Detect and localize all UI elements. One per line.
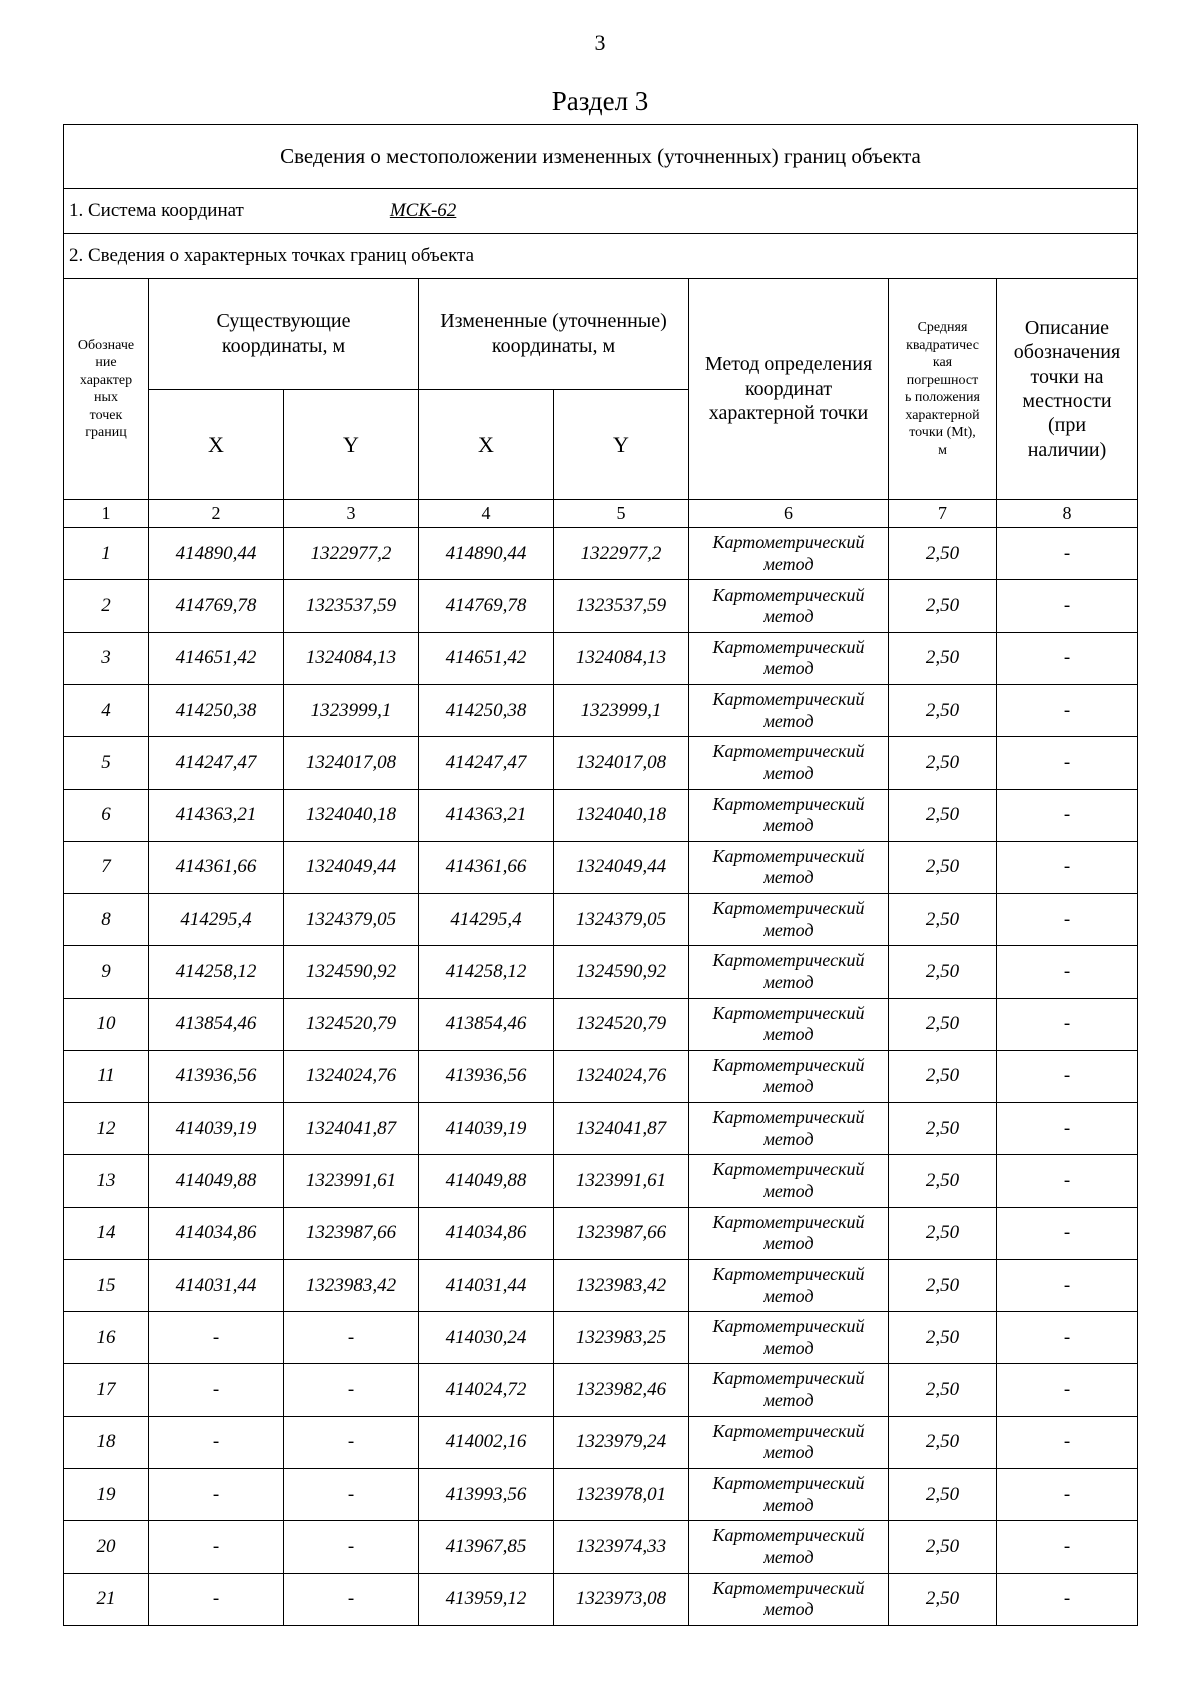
point-number-cell: 3	[64, 632, 149, 684]
description-cell: -	[997, 737, 1138, 789]
description-cell: -	[997, 789, 1138, 841]
changed-x-cell: 414363,21	[419, 789, 554, 841]
existing-x-cell: 414049,88	[149, 1155, 284, 1207]
mean-error-cell: 2,50	[889, 894, 997, 946]
changed-x-cell: 414039,19	[419, 1103, 554, 1155]
point-number-cell: 14	[64, 1207, 149, 1259]
method-cell: Картометрический метод	[689, 580, 889, 632]
method-cell: Картометрический метод	[689, 894, 889, 946]
table-row	[64, 1207, 1138, 1259]
column-number: 2	[149, 500, 284, 528]
changed-y-cell: 1323987,66	[554, 1207, 689, 1259]
mean-error-cell: 2,50	[889, 946, 997, 998]
description-cell: -	[997, 580, 1138, 632]
header-changed-x: X	[419, 389, 554, 500]
table-row	[64, 685, 1138, 737]
changed-y-cell: 1323973,08	[554, 1573, 689, 1625]
existing-y-cell: 1324024,76	[284, 1050, 419, 1102]
existing-x-cell: 413854,46	[149, 998, 284, 1050]
method-cell: Картометрический метод	[689, 1155, 889, 1207]
point-number-cell: 9	[64, 946, 149, 998]
description-cell: -	[997, 1573, 1138, 1625]
changed-x-cell: 414030,24	[419, 1312, 554, 1364]
point-number-cell: 10	[64, 998, 149, 1050]
mean-error-cell: 2,50	[889, 1521, 997, 1573]
description-cell: -	[997, 685, 1138, 737]
coordinate-system-label: 1. Система координат	[69, 199, 244, 221]
existing-x-cell: 414295,4	[149, 894, 284, 946]
changed-x-cell: 414651,42	[419, 632, 554, 684]
existing-y-cell: 1323987,66	[284, 1207, 419, 1259]
changed-y-cell: 1323991,61	[554, 1155, 689, 1207]
mean-error-cell: 2,50	[889, 528, 997, 580]
point-number-cell: 17	[64, 1364, 149, 1416]
mean-error-cell: 2,50	[889, 737, 997, 789]
header-description: Описание обозначения точки на местности (при наличии)	[997, 278, 1138, 500]
mean-error-cell: 2,50	[889, 1364, 997, 1416]
point-number-cell: 18	[64, 1416, 149, 1468]
table-row	[64, 632, 1138, 684]
description-cell: -	[997, 1050, 1138, 1102]
description-cell: -	[997, 1521, 1138, 1573]
changed-y-cell: 1324040,18	[554, 789, 689, 841]
column-number: 6	[689, 500, 889, 528]
column-number: 7	[889, 500, 997, 528]
existing-x-cell: 414034,86	[149, 1207, 284, 1259]
table-row	[64, 998, 1138, 1050]
mean-error-cell: 2,50	[889, 841, 997, 893]
existing-x-cell: 414361,66	[149, 841, 284, 893]
column-numbers-row	[64, 500, 1138, 528]
table-row	[64, 1416, 1138, 1468]
existing-y-cell: -	[284, 1416, 419, 1468]
changed-x-cell: 414890,44	[419, 528, 554, 580]
changed-x-cell: 414295,4	[419, 894, 554, 946]
point-number-cell: 7	[64, 841, 149, 893]
existing-x-cell: 414039,19	[149, 1103, 284, 1155]
existing-x-cell: -	[149, 1364, 284, 1416]
method-cell: Картометрический метод	[689, 1103, 889, 1155]
changed-x-cell: 413959,12	[419, 1573, 554, 1625]
changed-x-cell: 414769,78	[419, 580, 554, 632]
mean-error-cell: 2,50	[889, 1207, 997, 1259]
method-cell: Картометрический метод	[689, 528, 889, 580]
method-cell: Картометрический метод	[689, 1521, 889, 1573]
method-cell: Картометрический метод	[689, 1207, 889, 1259]
existing-x-cell: 413936,56	[149, 1050, 284, 1102]
description-cell: -	[997, 841, 1138, 893]
changed-x-cell: 413936,56	[419, 1050, 554, 1102]
page-number: 3	[594, 30, 606, 55]
description-cell: -	[997, 528, 1138, 580]
header-designation: Обозначе ние характер ных точек границ	[64, 278, 149, 500]
existing-y-cell: 1324379,05	[284, 894, 419, 946]
changed-y-cell: 1324017,08	[554, 737, 689, 789]
header-existing-x: X	[149, 389, 284, 500]
mean-error-cell: 2,50	[889, 1468, 997, 1520]
column-number: 4	[419, 500, 554, 528]
existing-y-cell: 1324040,18	[284, 789, 419, 841]
method-cell: Картометрический метод	[689, 946, 889, 998]
changed-y-cell: 1323982,46	[554, 1364, 689, 1416]
description-cell: -	[997, 894, 1138, 946]
existing-y-cell: -	[284, 1364, 419, 1416]
changed-x-cell: 414024,72	[419, 1364, 554, 1416]
changed-y-cell: 1322977,2	[554, 528, 689, 580]
changed-x-cell: 414002,16	[419, 1416, 554, 1468]
existing-y-cell: 1324041,87	[284, 1103, 419, 1155]
description-cell: -	[997, 1259, 1138, 1311]
boundary-points-table	[63, 124, 1138, 1626]
method-cell: Картометрический метод	[689, 632, 889, 684]
mean-error-cell: 2,50	[889, 998, 997, 1050]
method-cell: Картометрический метод	[689, 1573, 889, 1625]
mean-error-cell: 2,50	[889, 1259, 997, 1311]
header-changed-y: Y	[554, 389, 689, 500]
table-row	[64, 1050, 1138, 1102]
existing-x-cell: -	[149, 1312, 284, 1364]
point-number-cell: 2	[64, 580, 149, 632]
existing-x-cell: 414363,21	[149, 789, 284, 841]
changed-x-cell: 414031,44	[419, 1259, 554, 1311]
description-cell: -	[997, 946, 1138, 998]
existing-y-cell: 1324084,13	[284, 632, 419, 684]
table-row	[64, 737, 1138, 789]
method-cell: Картометрический метод	[689, 1312, 889, 1364]
method-cell: Картометрический метод	[689, 1050, 889, 1102]
mean-error-cell: 2,50	[889, 632, 997, 684]
point-number-cell: 1	[64, 528, 149, 580]
table-row	[64, 1103, 1138, 1155]
description-cell: -	[997, 1207, 1138, 1259]
changed-y-cell: 1323974,33	[554, 1521, 689, 1573]
mean-error-cell: 2,50	[889, 1573, 997, 1625]
mean-error-cell: 2,50	[889, 685, 997, 737]
changed-y-cell: 1324590,92	[554, 946, 689, 998]
description-cell: -	[997, 1468, 1138, 1520]
table-row	[64, 580, 1138, 632]
existing-x-cell: -	[149, 1416, 284, 1468]
existing-y-cell: -	[284, 1573, 419, 1625]
changed-y-cell: 1323983,42	[554, 1259, 689, 1311]
mean-error-cell: 2,50	[889, 1312, 997, 1364]
existing-y-cell: 1322977,2	[284, 528, 419, 580]
changed-y-cell: 1324084,13	[554, 632, 689, 684]
existing-y-cell: 1324049,44	[284, 841, 419, 893]
changed-y-cell: 1323999,1	[554, 685, 689, 737]
column-number: 1	[64, 500, 149, 528]
description-cell: -	[997, 998, 1138, 1050]
method-cell: Картометрический метод	[689, 1364, 889, 1416]
description-cell: -	[997, 1103, 1138, 1155]
points-heading: 2. Сведения о характерных точках границ объекта	[64, 233, 1138, 278]
table-row	[64, 1468, 1138, 1520]
column-number: 5	[554, 500, 689, 528]
changed-x-cell: 413854,46	[419, 998, 554, 1050]
point-number-cell: 13	[64, 1155, 149, 1207]
existing-x-cell: -	[149, 1573, 284, 1625]
existing-y-cell: 1324017,08	[284, 737, 419, 789]
table-row	[64, 1573, 1138, 1625]
table-row	[64, 1259, 1138, 1311]
mean-error-cell: 2,50	[889, 580, 997, 632]
changed-x-cell: 414034,86	[419, 1207, 554, 1259]
existing-x-cell: 414769,78	[149, 580, 284, 632]
description-cell: -	[997, 632, 1138, 684]
description-cell: -	[997, 1364, 1138, 1416]
changed-y-cell: 1324024,76	[554, 1050, 689, 1102]
existing-x-cell: 414890,44	[149, 528, 284, 580]
changed-x-cell: 414247,47	[419, 737, 554, 789]
point-number-cell: 12	[64, 1103, 149, 1155]
method-cell: Картометрический метод	[689, 1259, 889, 1311]
mean-error-cell: 2,50	[889, 1050, 997, 1102]
header-method: Метод определения координат характерной точки	[689, 278, 889, 500]
header-existing: Существующие координаты, м	[149, 278, 419, 389]
changed-x-cell: 414258,12	[419, 946, 554, 998]
method-cell: Картометрический метод	[689, 789, 889, 841]
existing-y-cell: 1323537,59	[284, 580, 419, 632]
point-number-cell: 6	[64, 789, 149, 841]
table-row	[64, 1521, 1138, 1573]
changed-x-cell: 414250,38	[419, 685, 554, 737]
changed-y-cell: 1324379,05	[554, 894, 689, 946]
existing-y-cell: -	[284, 1521, 419, 1573]
mean-error-cell: 2,50	[889, 1103, 997, 1155]
description-cell: -	[997, 1155, 1138, 1207]
existing-x-cell: 414031,44	[149, 1259, 284, 1311]
changed-y-cell: 1323978,01	[554, 1468, 689, 1520]
point-number-cell: 8	[64, 894, 149, 946]
coordinate-system-row	[64, 189, 1138, 234]
table-row	[64, 1312, 1138, 1364]
table-row	[64, 894, 1138, 946]
method-cell: Картометрический метод	[689, 1468, 889, 1520]
description-cell: -	[997, 1312, 1138, 1364]
method-cell: Картометрический метод	[689, 1416, 889, 1468]
header-error: Средняя квадратичес кая погрешност ь положения характерной точки (Mt), м	[889, 278, 997, 500]
point-number-cell: 15	[64, 1259, 149, 1311]
existing-y-cell: 1324520,79	[284, 998, 419, 1050]
existing-y-cell: 1323999,1	[284, 685, 419, 737]
point-number-cell: 11	[64, 1050, 149, 1102]
description-cell: -	[997, 1416, 1138, 1468]
coordinate-system-value: МСК-62	[389, 199, 457, 221]
header-changed: Измененные (уточненные) координаты, м	[419, 278, 689, 389]
changed-y-cell: 1323983,25	[554, 1312, 689, 1364]
method-cell: Картометрический метод	[689, 841, 889, 893]
changed-x-cell: 414049,88	[419, 1155, 554, 1207]
column-number: 3	[284, 500, 419, 528]
point-number-cell: 19	[64, 1468, 149, 1520]
changed-y-cell: 1324049,44	[554, 841, 689, 893]
table-title: Сведения о местоположении измененных (уточненных) границ объекта	[64, 125, 1138, 189]
column-number: 8	[997, 500, 1138, 528]
existing-x-cell: 414258,12	[149, 946, 284, 998]
existing-x-cell: -	[149, 1468, 284, 1520]
table-row	[64, 841, 1138, 893]
point-number-cell: 4	[64, 685, 149, 737]
point-number-cell: 21	[64, 1573, 149, 1625]
method-cell: Картометрический метод	[689, 998, 889, 1050]
existing-x-cell: 414250,38	[149, 685, 284, 737]
existing-y-cell: 1323991,61	[284, 1155, 419, 1207]
table-row	[64, 946, 1138, 998]
table-row	[64, 789, 1138, 841]
changed-y-cell: 1324041,87	[554, 1103, 689, 1155]
table-row	[64, 528, 1138, 580]
mean-error-cell: 2,50	[889, 789, 997, 841]
existing-x-cell: -	[149, 1521, 284, 1573]
method-cell: Картометрический метод	[689, 737, 889, 789]
existing-y-cell: 1323983,42	[284, 1259, 419, 1311]
table-row	[64, 1155, 1138, 1207]
mean-error-cell: 2,50	[889, 1155, 997, 1207]
changed-x-cell: 413993,56	[419, 1468, 554, 1520]
existing-y-cell: 1324590,92	[284, 946, 419, 998]
mean-error-cell: 2,50	[889, 1416, 997, 1468]
header-existing-y: Y	[284, 389, 419, 500]
point-number-cell: 16	[64, 1312, 149, 1364]
changed-y-cell: 1323979,24	[554, 1416, 689, 1468]
existing-x-cell: 414651,42	[149, 632, 284, 684]
existing-x-cell: 414247,47	[149, 737, 284, 789]
point-number-cell: 5	[64, 737, 149, 789]
point-number-cell: 20	[64, 1521, 149, 1573]
changed-x-cell: 414361,66	[419, 841, 554, 893]
changed-y-cell: 1323537,59	[554, 580, 689, 632]
table-row	[64, 1364, 1138, 1416]
method-cell: Картометрический метод	[689, 685, 889, 737]
existing-y-cell: -	[284, 1468, 419, 1520]
changed-y-cell: 1324520,79	[554, 998, 689, 1050]
existing-y-cell: -	[284, 1312, 419, 1364]
section-title: Раздел 3	[551, 86, 649, 116]
changed-x-cell: 413967,85	[419, 1521, 554, 1573]
